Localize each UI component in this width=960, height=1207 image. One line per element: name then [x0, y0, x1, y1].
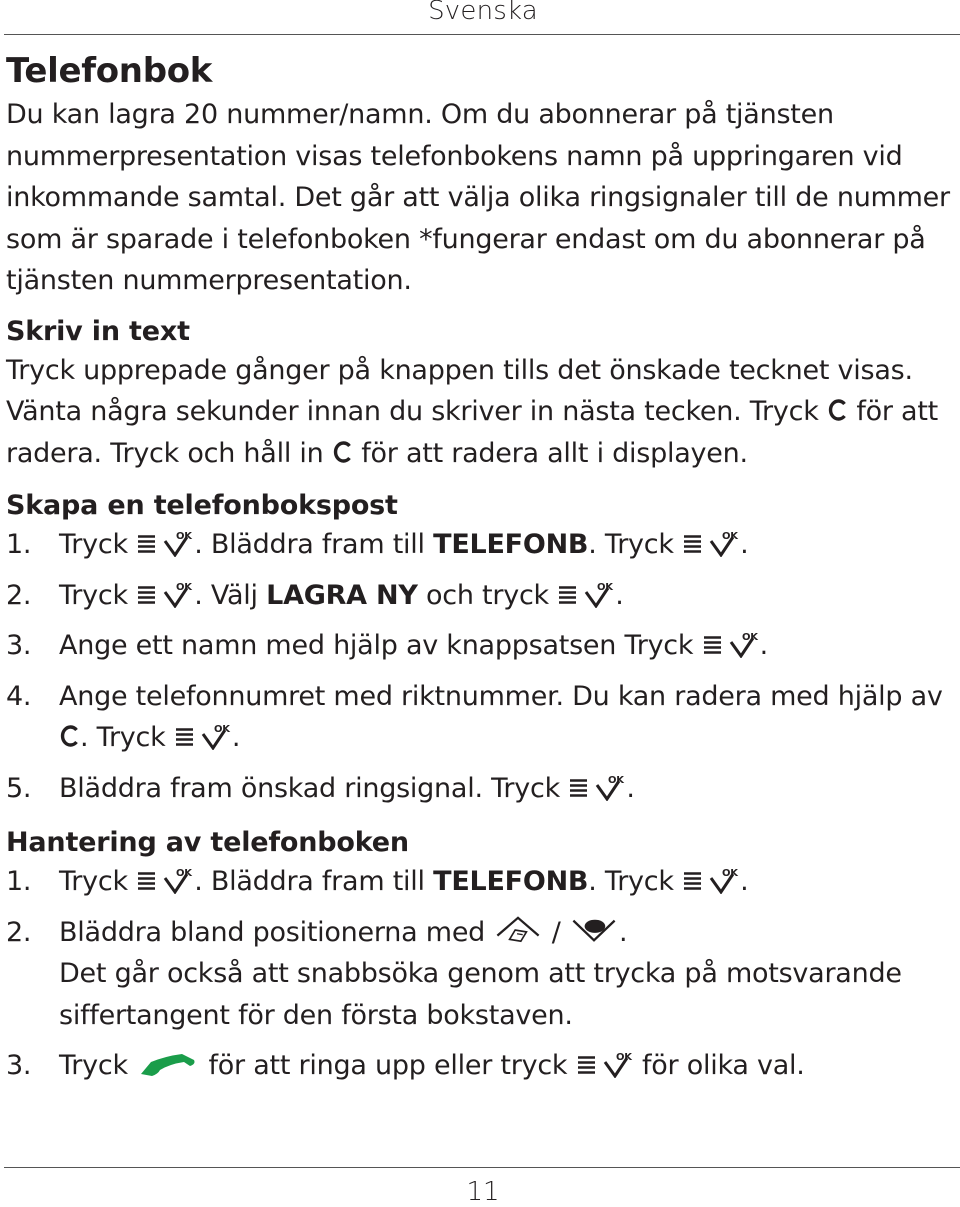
step-text: [59, 861, 960, 903]
menu-name-telefonb: TELEFONB: [433, 529, 589, 560]
list-item: [6, 524, 960, 566]
menu-ok-icon: [702, 630, 760, 658]
phonebook-title: Telefonbok: [6, 51, 213, 91]
text-entry-paragraph: [6, 350, 960, 475]
menu-ok-icon: [576, 1050, 634, 1078]
phonebook-intro-section: [6, 48, 960, 302]
c-clear-icon: [827, 396, 848, 424]
step-text-part: .: [759, 630, 768, 661]
step-text: [59, 676, 960, 759]
separator-slash: /: [551, 916, 561, 948]
step-text: [59, 524, 960, 566]
step-text-part: .: [615, 579, 624, 611]
list-item: [6, 625, 960, 667]
text-entry-line2: för att radera. Tryck och håll in: [6, 396, 938, 469]
step-text-part: för olika val.: [642, 1050, 805, 1081]
list-item: [6, 768, 960, 810]
manage-phonebook-steps: [6, 861, 960, 1087]
menu-name-telefonb: TELEFONB: [433, 866, 589, 897]
step-text-part: . Bläddra fram till: [194, 866, 425, 897]
phonebook-intro-text: Du kan lagra 20 nummer/namn. Om du abonnerar på tjänsten nummerpresentation visas telefonbokens namn på uppringaren vid inkommande samtal. Det går att välja olika ringsignaler till de nummer som är sparade i telefonboken *fungerar endast om du abonnerar på tjänsten nummerpresentation.: [6, 99, 950, 296]
step-text-part: och tryck: [425, 579, 549, 611]
step-text-part: för att ringa upp eller tryck: [208, 1050, 568, 1081]
step-number: 1.: [6, 529, 32, 560]
quick-search-note: Det går också att snabbsöka genom att trycka på motsvarande siffertangent för den första bokstaven.: [59, 958, 902, 1031]
step-text-part: . Tryck: [588, 529, 674, 560]
menu-ok-icon: [568, 773, 626, 801]
green-call-icon: [136, 1048, 200, 1078]
scroll-down-icon: [569, 915, 619, 945]
list-item: [6, 1045, 960, 1087]
header-rule: [4, 34, 960, 35]
step-number: 5.: [6, 772, 32, 804]
manage-phonebook-section: [6, 825, 960, 1087]
menu-ok-icon: [682, 529, 740, 557]
list-item: [6, 676, 960, 759]
step-text: [59, 912, 960, 1037]
text-entry-section: [6, 314, 960, 475]
step-text-part: Bläddra fram önskad ringsignal. Tryck: [59, 772, 560, 804]
step-text-part: .: [618, 916, 628, 948]
create-entry-steps: [6, 524, 960, 809]
menu-ok-icon: [136, 866, 194, 894]
language-label: Svenska: [428, 0, 538, 26]
step-number: 2.: [6, 916, 32, 948]
step-number: 4.: [6, 680, 32, 712]
step-text-part: Tryck: [59, 579, 128, 611]
menu-ok-icon: [136, 529, 194, 557]
step-text-part: . Välj: [194, 579, 258, 611]
menu-ok-icon: [682, 866, 740, 894]
step-text: [59, 625, 960, 667]
list-item: [6, 861, 960, 903]
step-text: [59, 768, 960, 810]
step-text-part: .: [740, 866, 749, 897]
step-number: 3.: [6, 1050, 32, 1081]
text-entry-title: Skriv in text: [6, 315, 190, 347]
step-text-part: .: [626, 772, 635, 804]
menu-name-lagra-ny: LAGRA NY: [266, 579, 418, 611]
step-text-part: .: [231, 722, 241, 753]
list-item: [6, 575, 960, 617]
create-entry-title: Skapa en telefonbokspost: [6, 490, 398, 521]
footer-rule: [4, 1167, 960, 1168]
menu-ok-icon: [174, 722, 232, 750]
step-text: [59, 575, 960, 617]
create-entry-section: [6, 488, 960, 809]
step-number: 1.: [6, 866, 32, 897]
page-content: [6, 48, 960, 1087]
step-text-part: Ange ett namn med hjälp av knappsatsen Tryck: [59, 630, 694, 661]
scroll-up-icon: [493, 915, 543, 945]
menu-ok-icon: [557, 580, 615, 608]
text-entry-line3: för att radera allt i displayen.: [361, 437, 748, 469]
step-number: 2.: [6, 579, 32, 611]
page-number: 11: [466, 1177, 500, 1207]
menu-ok-icon: [136, 580, 194, 608]
step-text-part: Ange telefonnumret med riktnummer. Du kan radera med hjälp av: [59, 680, 943, 712]
step-text-part: .: [740, 529, 749, 560]
step-number: 3.: [6, 630, 32, 661]
step-text-part: . Tryck: [80, 722, 166, 753]
manage-phonebook-title: Hantering av telefonboken: [6, 827, 409, 858]
step-text-part: . Tryck: [588, 866, 674, 897]
step-text-part: Tryck: [59, 866, 128, 897]
step-text-part: . Bläddra fram till: [194, 529, 425, 560]
step-text-part: Tryck: [59, 529, 128, 560]
text-entry-line1: Tryck upprepade gånger på knappen tills det önskade tecknet visas. Vänta några sekunder innan du skriver in nästa tecken. Tryck: [6, 354, 913, 427]
list-item: [6, 912, 960, 1037]
step-text-part: Bläddra bland positionerna med: [59, 916, 486, 948]
step-text: [59, 1045, 960, 1087]
c-clear-icon: [332, 438, 353, 466]
step-text-part: Tryck: [59, 1050, 128, 1081]
c-clear-icon: [59, 722, 80, 750]
